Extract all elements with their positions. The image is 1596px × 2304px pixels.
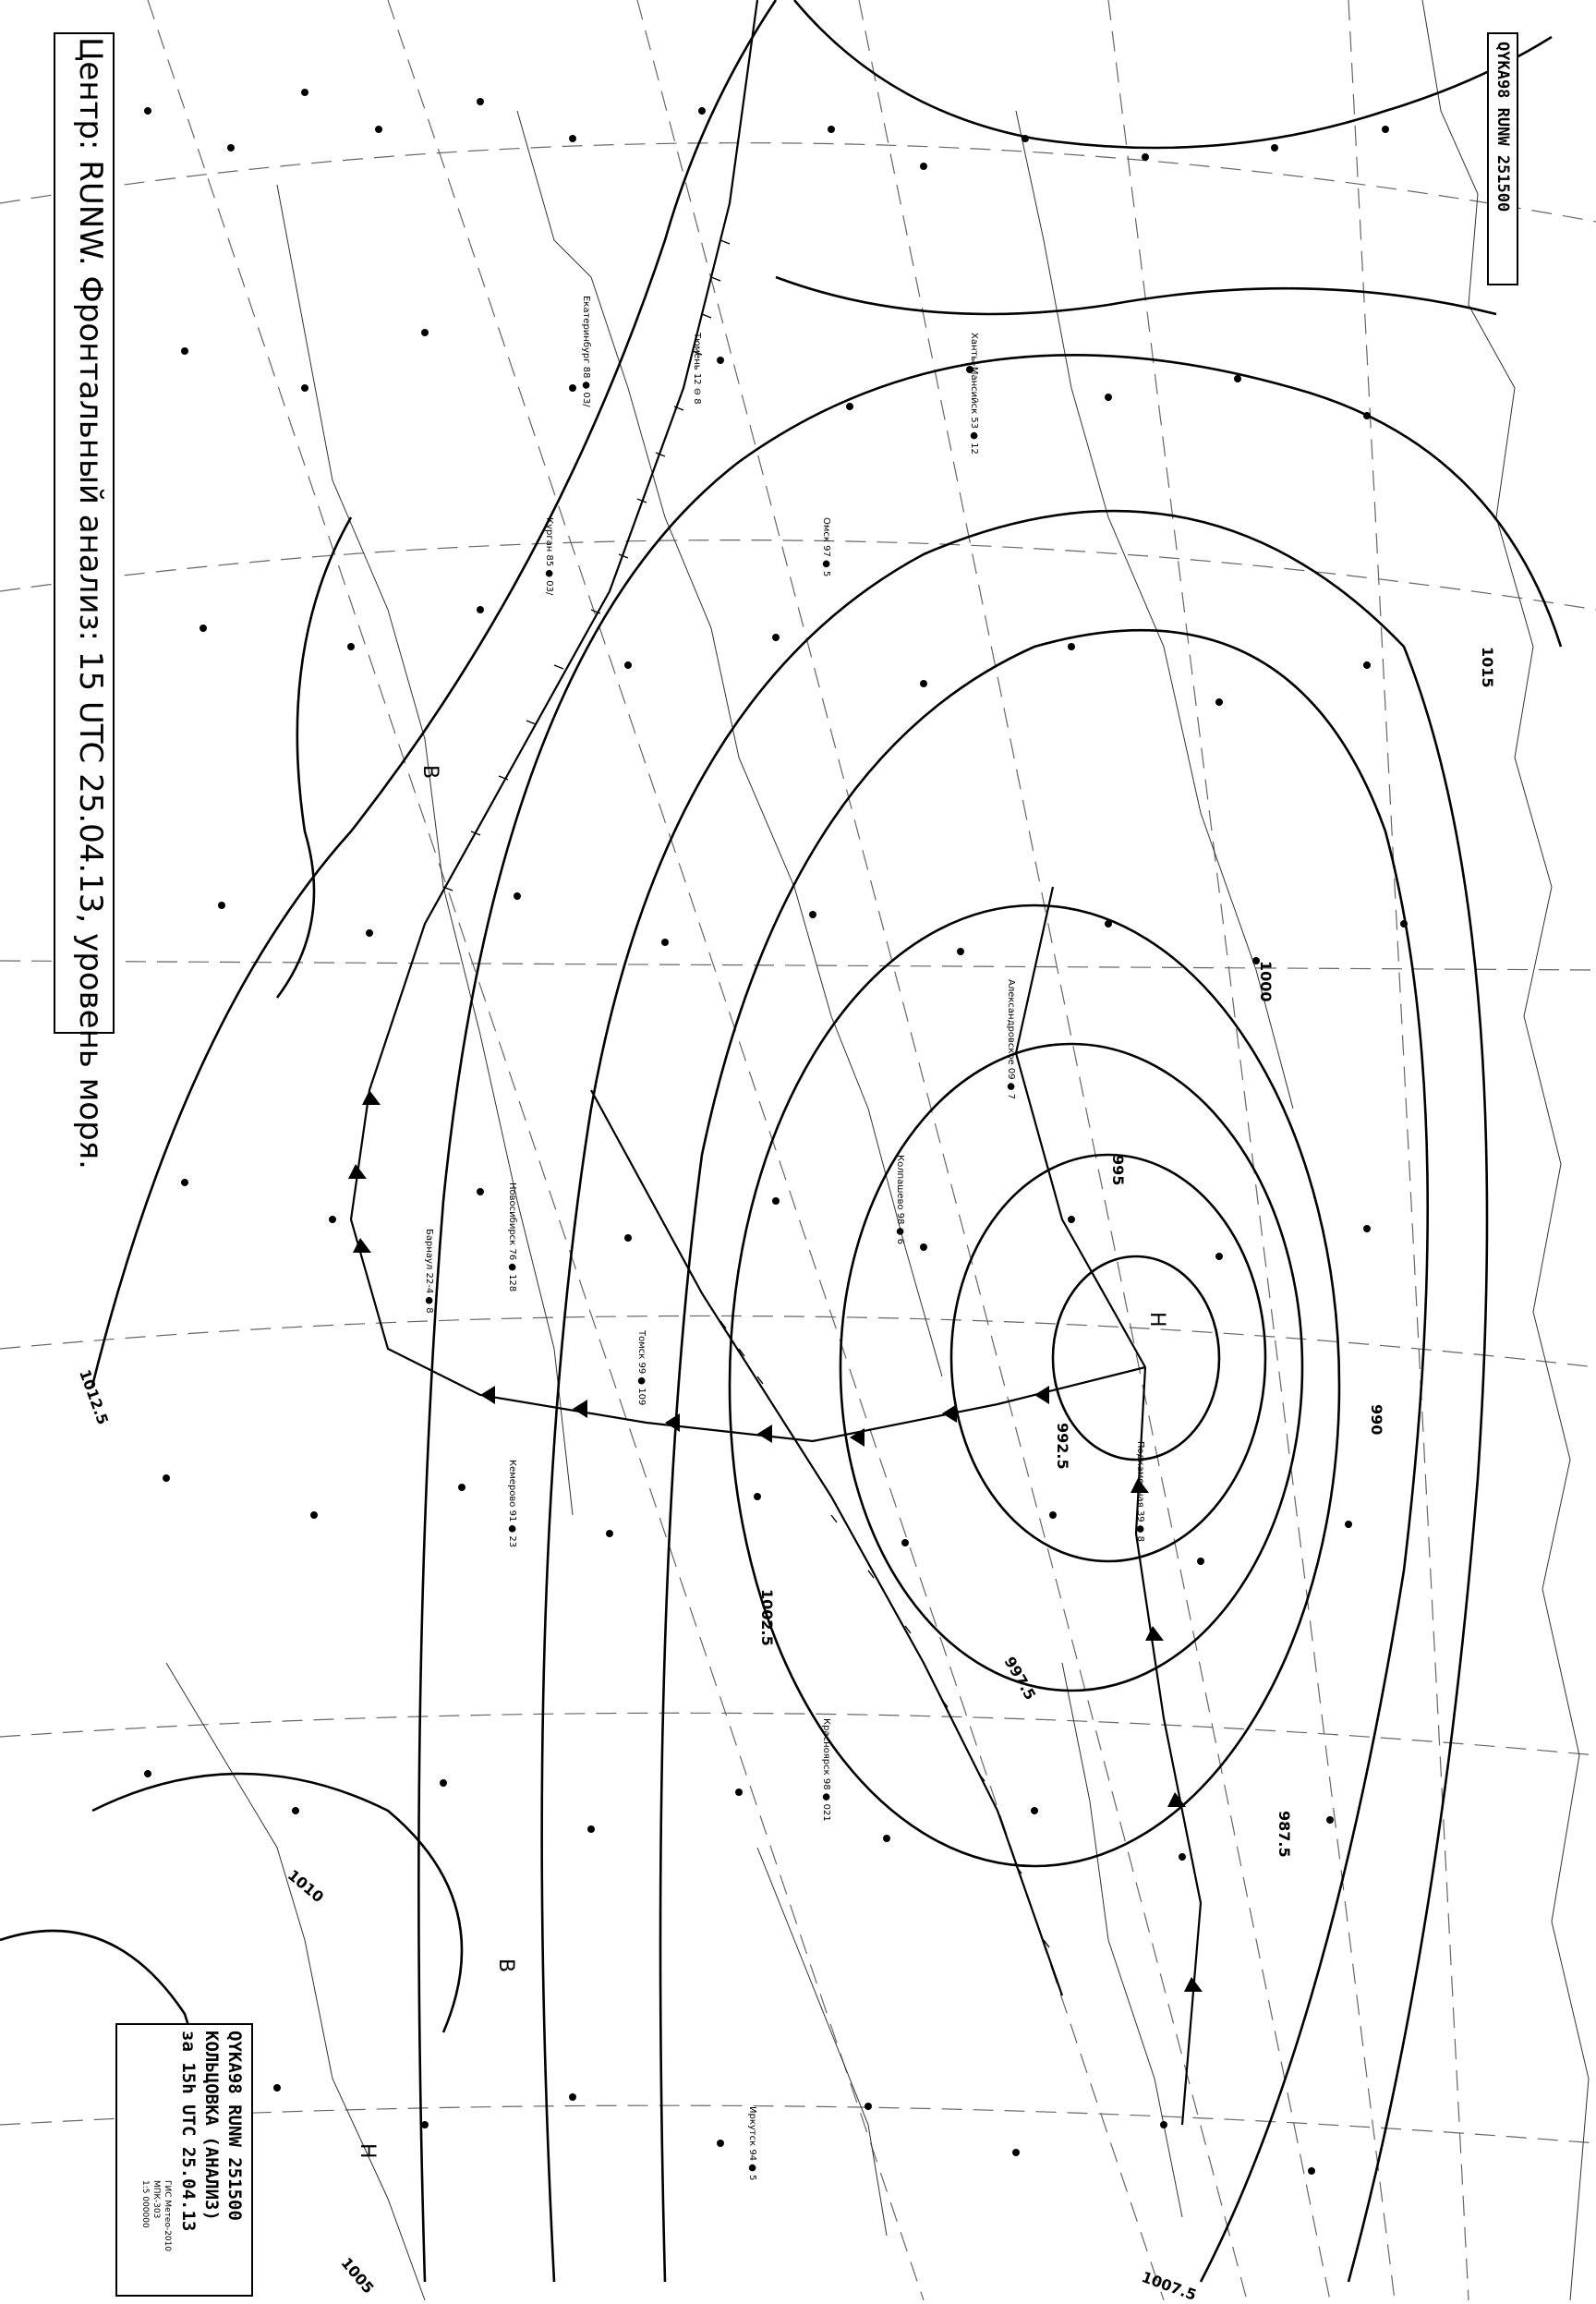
isobar-label: 1012.5 xyxy=(76,1367,113,1427)
geography xyxy=(166,0,1589,2300)
station-name: Екатеринбург xyxy=(581,296,591,364)
low-pressure-center: Н xyxy=(356,2143,379,2159)
legend-title: КОЛЬЦОВКА (АНАЛИЗ) xyxy=(201,2031,222,2221)
station-label xyxy=(424,1229,434,1314)
station-values: 91 ● 23 xyxy=(507,1510,517,1548)
isobar-label: 987.5 xyxy=(1276,1811,1293,1858)
station-name: Тюмень xyxy=(692,333,702,370)
station-values: 99 ● 109 xyxy=(636,1362,647,1406)
station-label xyxy=(821,1718,831,1822)
station-name: Кемерово xyxy=(507,1460,517,1508)
header-code: QYKA98 RUNW 251500 xyxy=(1493,42,1512,212)
station-label xyxy=(636,1330,647,1405)
station-name: Ханты-Мансийск xyxy=(969,333,979,415)
station-values: 94 ● 5 xyxy=(747,2149,757,2181)
isobar-label: 1015 xyxy=(1479,647,1496,688)
station-name: Красноярск xyxy=(821,1718,831,1776)
isobar-label: 997.5 xyxy=(1000,1654,1040,1704)
isobar-label: 990 xyxy=(1368,1404,1385,1436)
station-values: 98 ● 6 xyxy=(895,1212,905,1244)
station-values: 76 ● 128 xyxy=(507,1248,517,1292)
front-hatching xyxy=(443,240,1049,1947)
station-name: Томск xyxy=(636,1330,647,1360)
front-triangles xyxy=(348,1090,1203,1992)
station-name: Барнаул xyxy=(424,1229,434,1270)
station-values: 09 ● 7 xyxy=(1006,1067,1016,1100)
station-name: Подкаменная xyxy=(1135,1441,1145,1508)
map-title-text: Центр: RUNW. Фронтальный анализ: 15 UTC 25.04.13, уровень моря. xyxy=(72,37,109,1170)
station-name: Иркутск xyxy=(747,2106,757,2147)
fronts xyxy=(351,0,1201,2125)
station-values: 53 ● 12 xyxy=(969,417,979,455)
legend-time: за 15h UTC 25.04.13 xyxy=(178,2031,199,2232)
station-name: Александровское xyxy=(1006,979,1016,1065)
legend-device: МПК-303 xyxy=(151,2180,161,2219)
legend-code: QYKA98 RUNW 251500 xyxy=(224,2031,245,2221)
station-values: 22-4 ● 8 xyxy=(424,1272,434,1314)
station-values: 39 ● 8 xyxy=(1135,1510,1145,1542)
station-name: Омск xyxy=(821,517,831,542)
station-name: Новосибирск xyxy=(507,1182,517,1246)
isobar-label: 992.5 xyxy=(1054,1423,1071,1470)
station-label xyxy=(507,1460,517,1547)
isobar-label: 1007.5 xyxy=(1139,2268,1200,2304)
isobar-label: 1010 xyxy=(284,1866,328,1907)
legend-scale: 1:5 000000 xyxy=(140,2180,150,2228)
station-label xyxy=(1135,1441,1145,1542)
station-name: Колпашево xyxy=(895,1155,905,1210)
station-label xyxy=(544,517,554,595)
station-label xyxy=(969,333,979,455)
low-pressure-center: Н xyxy=(1145,1312,1168,1328)
isobar-label: 1005 xyxy=(337,2254,378,2298)
station-label xyxy=(581,296,591,407)
isobar-label: 1000 xyxy=(1257,961,1275,1002)
high-pressure-center: В xyxy=(418,765,441,780)
high-pressure-center: В xyxy=(494,1958,517,1973)
isobar-label: 1002.5 xyxy=(758,1589,776,1646)
station-values: 85 ● 03/ xyxy=(544,554,554,596)
isobar-label: 995 xyxy=(1109,1155,1127,1186)
station-values: 98 ● 021 xyxy=(821,1777,831,1822)
station-name: Курган xyxy=(544,517,554,552)
station-label xyxy=(507,1182,517,1291)
station-label xyxy=(821,517,831,576)
station-label xyxy=(747,2106,757,2181)
station-label xyxy=(1006,979,1016,1099)
map-title xyxy=(72,37,109,1170)
station-values: 12 ⊖ 8 xyxy=(692,372,702,405)
legend-software: ГИС Метео-2010 xyxy=(163,2180,172,2252)
station-values: 97 ● 5 xyxy=(821,545,831,577)
station-values: 88 ● 03/ xyxy=(581,366,591,407)
station-label xyxy=(692,333,702,405)
station-label xyxy=(895,1155,905,1244)
